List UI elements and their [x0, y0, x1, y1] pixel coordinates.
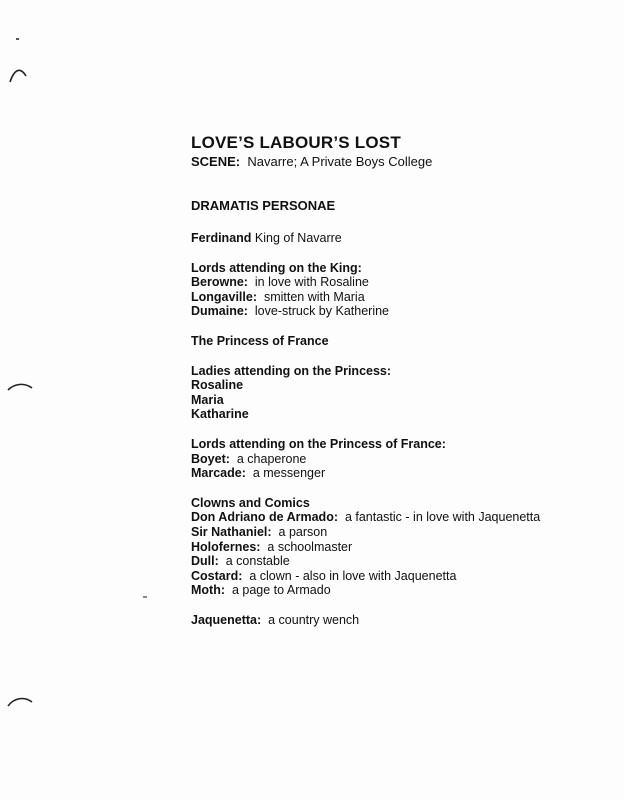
lords-princess-heading: Lords attending on the Princess of France: — [191, 436, 446, 451]
character-dumaine — [191, 304, 601, 319]
character-maria: Maria — [191, 392, 224, 407]
character-armado — [191, 510, 601, 525]
scan-speck — [143, 596, 147, 598]
character-name: Costard: — [191, 568, 243, 583]
punch-hole-mark-top — [6, 60, 36, 86]
character-name: Sir Nathaniel: — [191, 524, 272, 539]
character-holofernes — [191, 540, 601, 555]
character-desc: love-struck by Katherine — [254, 304, 389, 319]
character-desc: a chaperone — [236, 451, 307, 466]
character-princess: The Princess of France — [191, 333, 329, 348]
character-marcade — [191, 466, 601, 481]
character-katharine: Katharine — [191, 407, 249, 422]
character-dull — [191, 554, 601, 569]
character-berowne — [191, 275, 601, 290]
character-name: Berowne: — [191, 275, 248, 290]
character-nathaniel — [191, 525, 601, 540]
lords-king-heading: Lords attending on the King: — [191, 260, 362, 275]
character-jaquenetta — [191, 613, 601, 628]
scan-speck — [16, 38, 19, 40]
character-desc: smitten with Maria — [263, 289, 365, 304]
character-moth — [191, 583, 601, 598]
ladies-heading: Ladies attending on the Princess: — [191, 363, 392, 378]
character-desc: a parson — [278, 524, 328, 539]
cast-list — [191, 133, 601, 627]
punch-hole-mark-middle — [6, 376, 36, 396]
scene-label: SCENE: — [191, 154, 241, 169]
character-desc: a schoolmaster — [267, 539, 353, 554]
character-name: Dull: — [191, 554, 219, 569]
character-name: Ferdinand — [191, 231, 252, 245]
punch-hole-mark-bottom — [6, 690, 36, 710]
character-name: Don Adriano de Armado: — [191, 510, 338, 525]
dramatis-heading: DRAMATIS PERSONAE — [191, 198, 336, 213]
character-desc: a country wench — [268, 612, 360, 627]
character-desc: a messenger — [252, 466, 326, 481]
clowns-heading: Clowns and Comics — [191, 495, 310, 510]
character-desc: a constable — [225, 554, 290, 569]
character-name: Dumaine: — [191, 304, 248, 319]
character-longaville — [191, 290, 601, 305]
character-name: Holofernes: — [191, 539, 261, 554]
character-costard — [191, 569, 601, 584]
character-name: Jaquenetta: — [191, 612, 262, 627]
character-ferdinand — [191, 231, 601, 246]
character-rosaline: Rosaline — [191, 378, 244, 393]
play-title: LOVE’S LABOUR’S LOST — [191, 133, 401, 152]
character-desc: King of Navarre — [254, 231, 342, 245]
character-desc: a clown - also in love with Jaquenetta — [249, 568, 457, 583]
scene-line — [191, 154, 601, 170]
character-desc: a page to Armado — [231, 583, 331, 598]
character-name: Longaville: — [191, 289, 257, 304]
character-name: Moth: — [191, 583, 226, 598]
character-boyet — [191, 452, 601, 467]
character-name: Boyet: — [191, 451, 230, 466]
scene-text: Navarre; A Private Boys College — [247, 154, 433, 169]
character-desc: in love with Rosaline — [254, 275, 369, 290]
character-desc: a fantastic - in love with Jaquenetta — [344, 510, 541, 525]
character-name: Marcade: — [191, 466, 246, 481]
